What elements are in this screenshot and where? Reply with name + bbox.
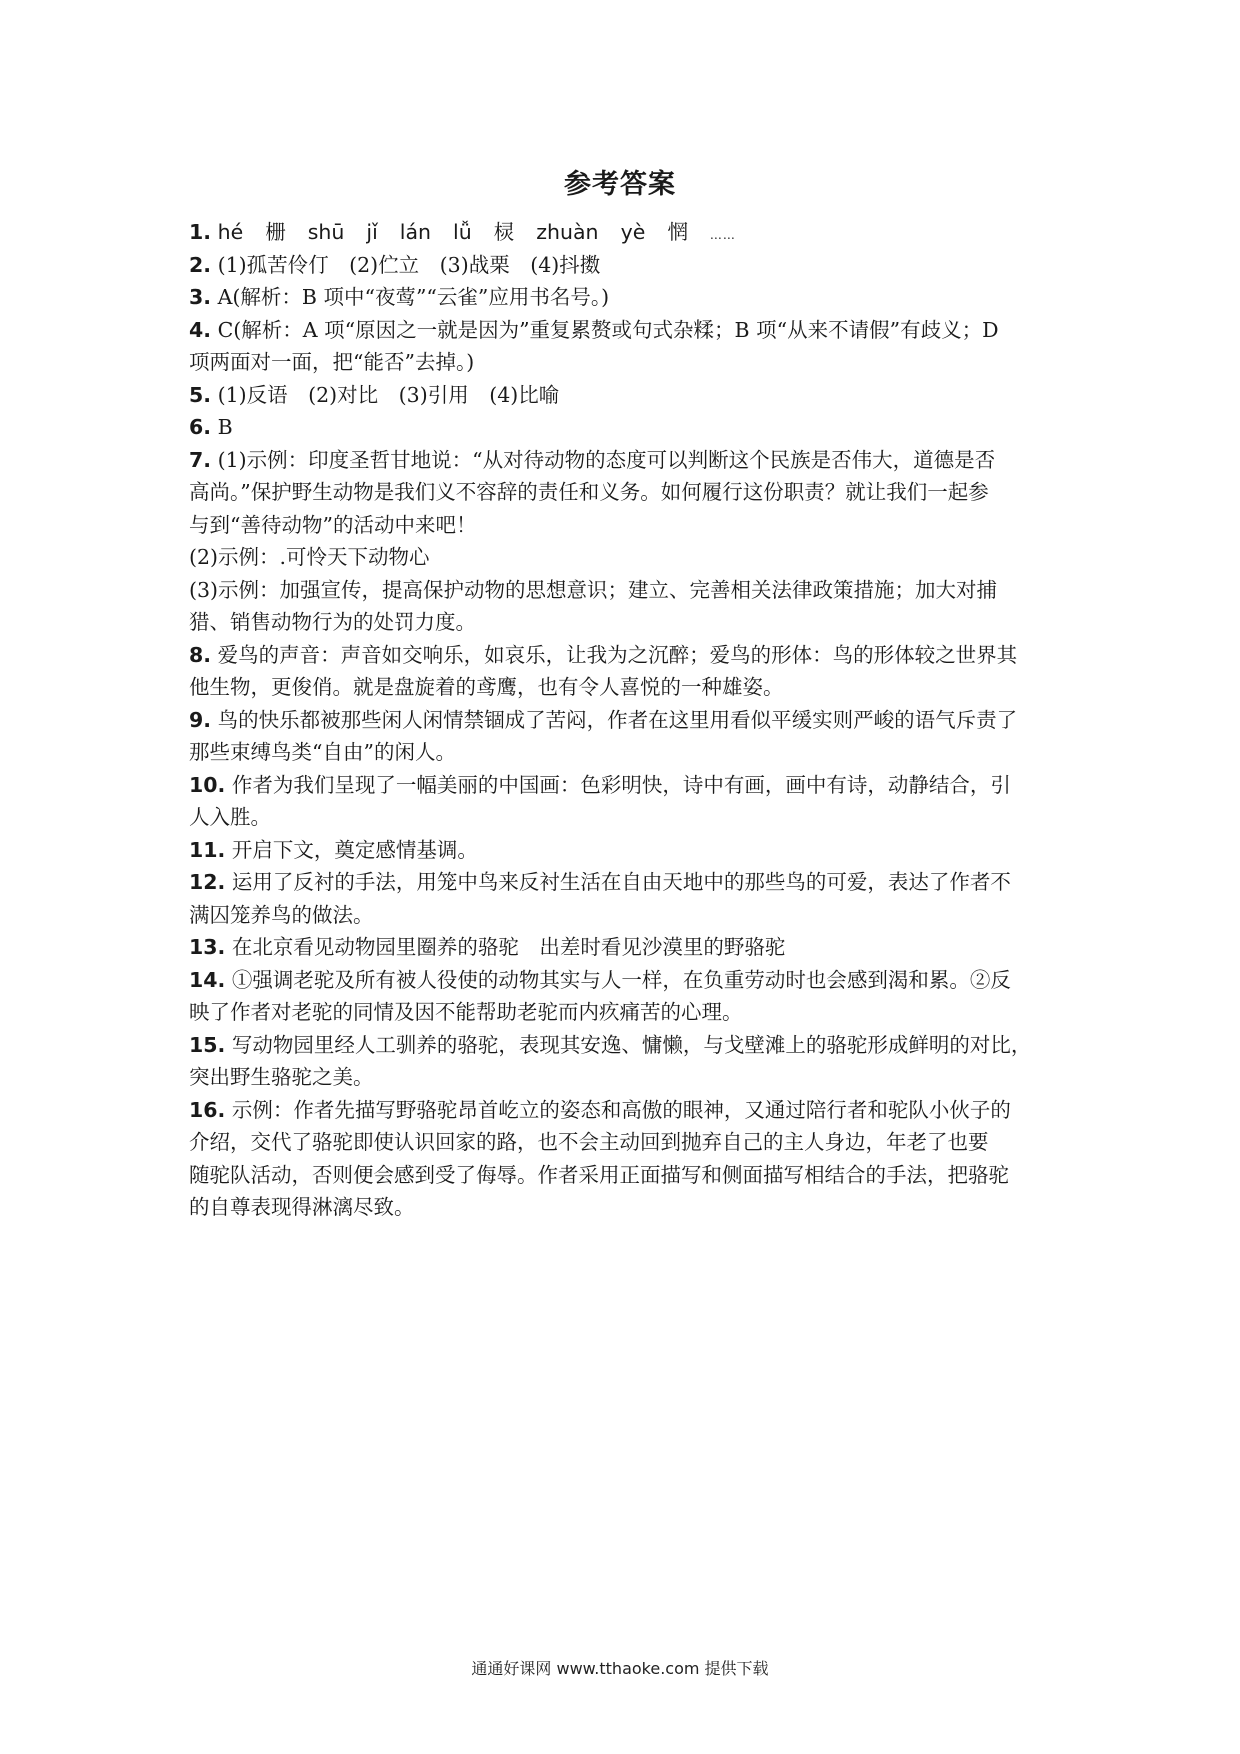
answer-text: (1)反语 (2)对比 (3)引用 (4)比喻	[217, 382, 560, 407]
answer-number: 3.	[189, 285, 212, 309]
answer-text: ①强调老驼及所有被人役使的动物其实与人一样，在负重劳动时也会感到渴和累。②反	[231, 967, 1011, 992]
answer-item	[189, 639, 1057, 672]
answer-text: 爱鸟的声音：声音如交响乐，如哀乐，让我为之沉醉；爱鸟的形体：鸟的形体较之世界其	[217, 642, 1018, 667]
answer-item	[189, 314, 1057, 347]
answer-number: 10.	[189, 772, 226, 797]
answer-text: 作者为我们呈现了一幅美丽的中国画：色彩明快，诗中有画，画中有诗，动静结合，引	[231, 772, 1011, 797]
answer-continuation	[189, 541, 1057, 574]
answer-number: 7.	[189, 447, 212, 472]
answer-continuation	[189, 574, 1057, 607]
answer-list	[189, 216, 1057, 1224]
answer-text: 介绍，交代了骆驼即使认识回家的路，也不会主动回到抛弃自己的主人身边，年老了也要	[189, 1130, 989, 1154]
pinyin-token: hé	[217, 220, 244, 244]
pinyin-token: lán	[399, 220, 432, 244]
answer-item	[189, 931, 1057, 964]
answer-text: 示例：作者先描写野骆驼昂首屹立的姿态和高傲的眼神，又通过陪行者和驼队小伙子的	[231, 1097, 1011, 1122]
answer-continuation	[189, 1126, 1057, 1159]
answer-number: 1.	[189, 220, 212, 244]
answer-text: B	[217, 415, 233, 439]
answer-continuation	[189, 801, 1057, 834]
answer-text: 开启下文，奠定感情基调。	[231, 837, 478, 862]
answer-continuation	[189, 346, 1057, 379]
answer-number: 12.	[189, 870, 226, 894]
answer-text: (1)孤苦伶仃 (2)伫立 (3)战栗 (4)抖擞	[217, 252, 601, 277]
answer-text: 人入胜。	[189, 805, 271, 829]
answer-continuation	[189, 736, 1057, 769]
answer-text: 随驼队活动，否则便会感到受了侮辱。作者采用正面描写和侧面描写相结合的手法，把骆驼	[189, 1162, 1009, 1187]
answer-text: (1)示例：印度圣哲甘地说：“从对待动物的态度可以判断这个民族是否伟大，道德是否	[217, 447, 996, 472]
pinyin-token: shū	[307, 220, 345, 244]
page-title: 参考答案	[564, 169, 676, 200]
pinyin-token: 棂	[493, 220, 515, 244]
answer-text: 项两面对一面，把“能否”去掉。)	[189, 350, 475, 374]
answer-item	[189, 444, 1057, 477]
answer-continuation	[189, 509, 1057, 542]
answer-item	[189, 281, 1057, 314]
answer-number: 2.	[189, 252, 212, 277]
answer-continuation	[189, 899, 1057, 932]
pinyin-token: ……	[709, 228, 736, 242]
answer-item	[189, 964, 1057, 997]
answer-item	[189, 769, 1057, 802]
answer-text: A(解析：B 项中“夜莺”“云雀”应用书名号。)	[217, 285, 610, 309]
answer-text: 高尚。”保护野生动物是我们义不容辞的责任和义务。如何履行这份职责？就让我们一起参	[189, 480, 989, 504]
pinyin-token: yè	[620, 220, 646, 244]
answer-number: 13.	[189, 935, 226, 959]
answer-text: 运用了反衬的手法，用笼中鸟来反衬生活在自由天地中的那些鸟的可爱，表达了作者不	[231, 870, 1011, 894]
answer-text: (2)示例：.可怜天下动物心	[189, 545, 430, 569]
answer-item	[189, 866, 1057, 899]
answer-item	[189, 834, 1057, 867]
answer-number: 6.	[189, 415, 212, 439]
answer-continuation	[189, 1159, 1057, 1192]
answer-continuation	[189, 1061, 1057, 1094]
answer-item	[189, 411, 1057, 444]
answer-continuation	[189, 671, 1057, 704]
answer-number: 11.	[189, 837, 226, 862]
answer-item	[189, 704, 1057, 737]
pinyin-token: 惘	[667, 220, 688, 244]
answer-text: 与到“善待动物”的活动中来吧！	[189, 512, 477, 537]
answer-item	[189, 1029, 1057, 1062]
answer-item	[189, 379, 1057, 412]
answer-number: 14.	[189, 967, 226, 992]
answer-text: 映了作者对老驼的同情及因不能帮助老驼而内疚痛苦的心理。	[189, 1000, 743, 1024]
answer-item	[189, 249, 1057, 282]
answer-text: 在北京看见动物园里圈养的骆驼 出差时看见沙漠里的野骆驼	[231, 935, 786, 959]
pinyin-token: 栅	[265, 220, 286, 244]
answer-number: 4.	[189, 317, 212, 342]
answer-number: 8.	[189, 642, 212, 667]
answer-text: 他生物，更俊俏。就是盘旋着的鸢鹰，也有令人喜悦的一种雄姿。	[189, 675, 784, 699]
answer-text: 突出野生骆驼之美。	[189, 1065, 374, 1089]
answer-continuation	[189, 606, 1057, 639]
answer-number: 15.	[189, 1032, 226, 1057]
answer-text: 鸟的快乐都被那些闲人闲情禁锢成了苦闷，作者在这里用看似平缓实则严峻的语气斥责了	[217, 707, 1018, 732]
answer-continuation	[189, 1191, 1057, 1224]
answer-item	[189, 216, 1057, 249]
answer-item	[189, 1094, 1057, 1127]
page-footer: 通通好课网 www.tthaoke.com 提供下载	[471, 1659, 769, 1678]
answer-number: 9.	[189, 707, 212, 732]
answer-continuation	[189, 996, 1057, 1029]
answer-text: C(解析：A 项“原因之一就是因为”重复累赘或句式杂糅；B 项“从来不请假”有歧义；D	[217, 317, 999, 342]
answer-text: 猎、销售动物行为的处罚力度。	[189, 610, 476, 634]
answer-number: 16.	[189, 1097, 226, 1122]
answer-number: 5.	[189, 382, 212, 407]
answer-text: 写动物园里经人工驯养的骆驼，表现其安逸、慵懒，与戈壁滩上的骆驼形成鲜明的对比，	[231, 1032, 1032, 1057]
answer-text: 那些束缚鸟类“自由”的闲人。	[189, 740, 456, 764]
answer-text: 满囚笼养鸟的做法。	[189, 902, 374, 927]
pinyin-token: jǐ	[366, 220, 378, 244]
pinyin-token: lǚ	[453, 220, 472, 244]
answer-continuation	[189, 476, 1057, 509]
answer-text: (3)示例：加强宣传，提高保护动物的思想意识；建立、完善相关法律政策措施；加大对捕	[189, 577, 998, 602]
answer-text: 的自尊表现得淋漓尽致。	[189, 1195, 415, 1219]
pinyin-token: zhuàn	[536, 220, 599, 244]
